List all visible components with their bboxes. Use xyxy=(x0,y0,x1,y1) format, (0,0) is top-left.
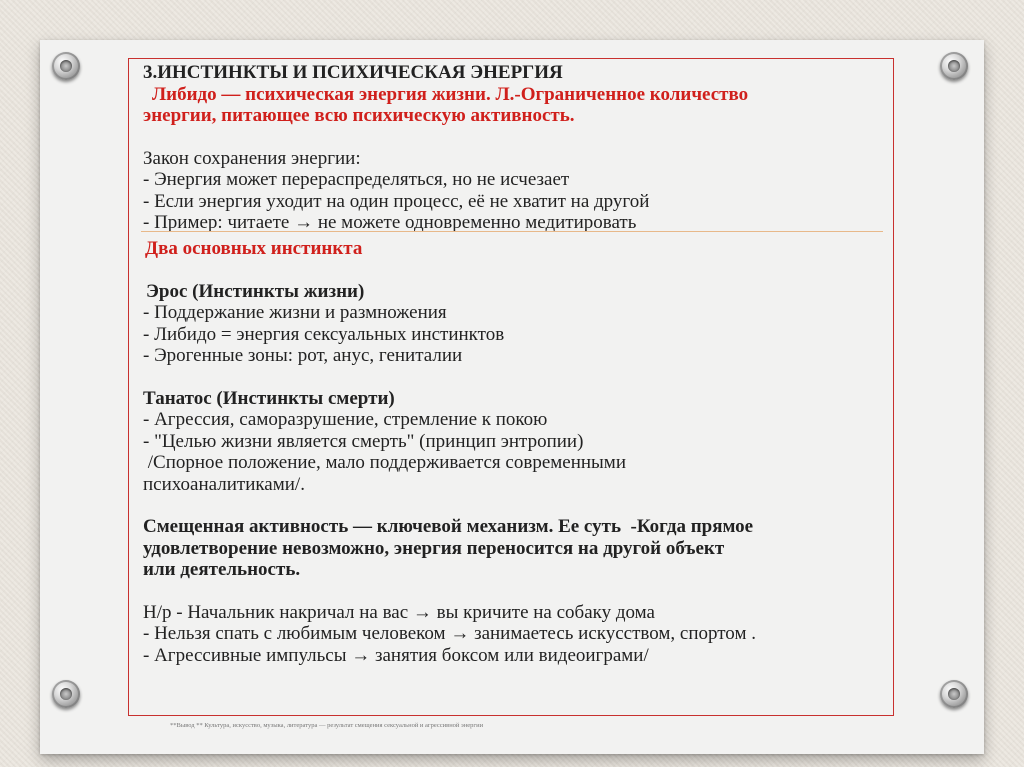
eros-heading: Эрос (Инстинкты жизни) xyxy=(146,280,365,302)
screw-icon xyxy=(52,680,80,708)
thanatos-item: психоаналитиками/. xyxy=(143,473,305,495)
thanatos-item: /Спорное положение, мало поддерживается современными xyxy=(143,452,626,473)
example-item: - Нельзя спать с любимым человеком → занимаетесь искусством, спортом . xyxy=(143,623,756,644)
screw-icon xyxy=(940,680,968,708)
screw-icon xyxy=(940,52,968,80)
libido-definition-line: энергии, питающее всю психическую активность. xyxy=(143,105,575,126)
displacement-line: Смещенная активность — ключевой механизм. Ее суть -Когда прямое xyxy=(143,516,754,537)
thanatos-item: - Агрессия, саморазрушение, стремление к покою xyxy=(143,409,548,430)
footnote: **Вывод ** Культура, искусство, музыка, литература — результат смещения сексуальной и агрессивной энергии xyxy=(170,722,484,729)
eros-item: - Эрогенные зоны: рот, анус, гениталии xyxy=(143,345,463,366)
displacement-line: или деятельность. xyxy=(143,559,301,580)
thanatos-item: - "Целью жизни является смерть" (принцип энтропии) xyxy=(143,430,584,452)
slide-title: 3.ИНСТИНКТЫ И ПСИХИЧЕСКАЯ ЭНЕРГИЯ xyxy=(143,62,563,83)
slide-content xyxy=(143,62,888,666)
conservation-heading: Закон сохранения энергии: xyxy=(143,147,361,169)
eros-item: - Поддержание жизни и размножения xyxy=(143,302,447,323)
thanatos-heading: Танатос (Инстинкты смерти) xyxy=(143,387,395,409)
conservation-item: - Энергия может перераспределяться, но не исчезает xyxy=(143,169,570,190)
libido-definition-line: Либидо — психическая энергия жизни. Л.-Ограниченное количество xyxy=(152,83,749,105)
section-divider-wrap xyxy=(143,234,888,256)
instincts-heading: Два основных инстинкта xyxy=(145,238,363,259)
conservation-item: - Пример: читаете → не можете одновременно медитировать xyxy=(143,212,637,233)
screw-icon xyxy=(52,52,80,80)
conservation-item: - Если энергия уходит на один процесс, её не хватит на другой xyxy=(143,190,650,212)
eros-item: - Либидо = энергия сексуальных инстинктов xyxy=(143,323,505,345)
section-divider xyxy=(141,231,883,232)
example-item: Н/р - Начальник накричал на вас → вы кричите на собаку дома xyxy=(143,601,655,623)
example-item: - Агрессивные импульсы → занятия боксом или видеоиграми/ xyxy=(143,644,649,666)
displacement-line: удовлетворение невозможно, энергия переносится на другой объект xyxy=(143,537,725,559)
